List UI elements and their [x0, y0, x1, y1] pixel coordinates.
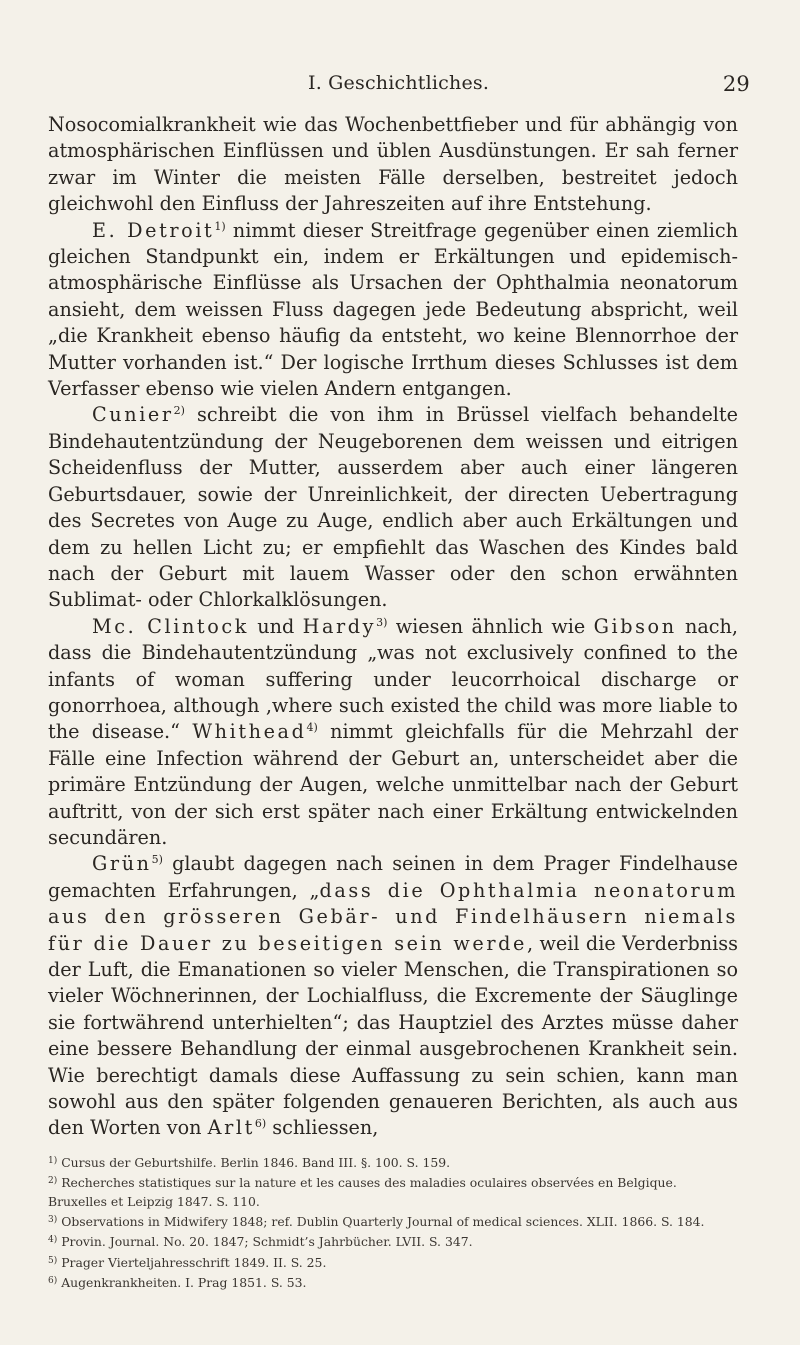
footnote-reference: 5)	[151, 853, 163, 867]
section-title: I. Geschichtliches.	[308, 72, 490, 94]
footnote	[48, 1252, 738, 1272]
footnote-number: 2)	[48, 1176, 58, 1187]
emphasized-text: Hardy	[302, 614, 377, 638]
paragraph	[48, 402, 738, 613]
text-run: nach, dass die Bindehautentzündung „was not exclusively confined to the infants of woman suffering under leucorrhoical discharge or gonorrhoea, although ‚where such existed the child was more liable to the disease.“	[48, 614, 738, 744]
footnote-number: 5)	[48, 1255, 58, 1266]
footnote	[48, 1172, 738, 1211]
footnote-text: Provin. Journal. No. 20. 1847; Schmidt’s Jahrbücher. LVII. S. 347.	[57, 1234, 473, 1250]
text-run: , weil die Verderbniss der Luft, die Emanationen so vieler Menschen, die Transpirationen so vieler Wöchnerinnen, der Lochialfluss, die Excremente der Säuglinge sie fortwährend unterhielten“; das Hauptziel des Arztes müsse daher eine bessere Behandlung der einmal ausgebrochenen Krankheit sein. Wie berechtigt damals diese Auffassung zu sein schien, kann man sowohl aus den später folgenden genaueren Berichten, als auch aus den Worten von	[48, 931, 738, 1140]
footnote-reference: 6)	[254, 1117, 267, 1131]
footnote-reference: 3)	[376, 615, 388, 629]
text-run: und	[248, 614, 303, 638]
paragraph	[48, 614, 738, 852]
emphasized-text: E. Detroit	[92, 218, 215, 242]
emphasized-text: Cunier	[92, 403, 174, 427]
footnote	[48, 1152, 738, 1172]
text-run: Nosocomialkrankheit wie das Wochenbettfieber und für abhängig von atmosphärischen Einflüssen und üblen Ausdünstungen. Er sah ferner zwar im Winter die meisten Fälle derselben, bestreitet jedoch gleichwohl den Einfluss der Jahreszeiten auf ihre Entstehung.	[48, 113, 738, 216]
text-run: nimmt gleichfalls für die Mehrzahl der Fälle eine Infection während der Geburt an, unterscheidet aber die primäre Entzündung der Augen, welche unmittelbar nach der Geburt auftritt, von der sich erst später nach einer Erkältung entwickelnden secundären.	[48, 720, 738, 849]
footnote-number: 6)	[48, 1276, 58, 1287]
emphasized-text: Arlt	[207, 1116, 255, 1140]
footnotes	[48, 1152, 738, 1293]
paragraph	[48, 218, 738, 403]
text-run: schreibt die von ihm in Brüssel vielfach behandelte Bindehautentzündung der Neugeborenen dem weissen und eitrigen Scheidenfluss der Mutter, ausserdem aber auch einer längeren Geburtsdauer, sowie der Unreinlichkeit, der directen Uebertragung des Secretes von Auge zu Auge, endlich aber auch Erkältungen und dem zu hellen Licht zu; er empfiehlt das Waschen des Kindes bald nach der Geburt mit lauem Wasser oder den schon erwähnten Sublimat- oder Chlorkalklösungen.	[48, 403, 738, 612]
text-run: glaubt dagegen nach seinen in dem Prager Findelhause gemachten Erfahrungen, „	[48, 852, 738, 902]
footnote-text: Cursus der Geburtshilfe. Berlin 1846. Band III. §. 100. S. 159.	[57, 1154, 451, 1170]
running-header	[48, 72, 750, 102]
footnote-text: Recherches statistiques sur la nature et les causes des maladies oculaires observées en Belgique. Bruxelles et Leipzig 1847. S. 110.	[48, 1175, 677, 1209]
footnote-text: Augenkrankheiten. I. Prag 1851. S. 53.	[57, 1275, 307, 1291]
footnote-reference: 2)	[173, 404, 185, 418]
footnote-number: 4)	[48, 1235, 58, 1246]
footnote-text: Prager Vierteljahresschrift 1849. II. S. 25.	[57, 1254, 327, 1270]
emphasized-text: Grün	[92, 852, 152, 876]
emphasized-text: dass die Ophthalmia neonatorum aus den grösseren Gebär- und Findelhäusern niemals für die Dauer zu beseitigen sein werde	[48, 878, 738, 955]
text-run: nimmt dieser Streitfrage gegenüber einen ziemlich gleichen Standpunkt ein, indem er Erkältungen und epidemisch-atmosphärische Einflüsse als Ursachen der Ophthalmia neonatorum ansieht, dem weissen Fluss dagegen jede Bedeutung abspricht, weil „die Krankheit ebenso häufig da entsteht, wo keine Blennorrhoe der Mutter vorhanden ist.“ Der logische Irrthum dieses Schlusses ist dem Verfasser ebenso wie vielen Andern entgangen.	[48, 218, 738, 401]
footnote-reference: 1)	[214, 219, 226, 233]
footnote-number: 3)	[48, 1215, 58, 1226]
text-run: schliessen,	[266, 1116, 379, 1140]
footnote	[48, 1211, 738, 1231]
paragraph	[48, 851, 738, 1141]
footnote-text: Observations in Midwifery 1848; ref. Dublin Quarterly Journal of medical sciences. XLII. 1866. S. 184.	[57, 1214, 705, 1230]
footnote-reference: 4)	[306, 721, 318, 735]
footnote-number: 1)	[48, 1155, 58, 1166]
body-text	[48, 112, 738, 1142]
emphasized-text: Gibson	[593, 614, 677, 638]
page-number: 29	[722, 72, 750, 96]
emphasized-text: Whithead	[192, 720, 307, 744]
text-run: wiesen ähnlich wie	[387, 614, 594, 638]
paragraph	[48, 112, 738, 218]
book-page	[48, 72, 750, 1293]
footnote	[48, 1272, 738, 1292]
emphasized-text: Mc. Clintock	[92, 614, 249, 638]
footnote	[48, 1231, 738, 1251]
